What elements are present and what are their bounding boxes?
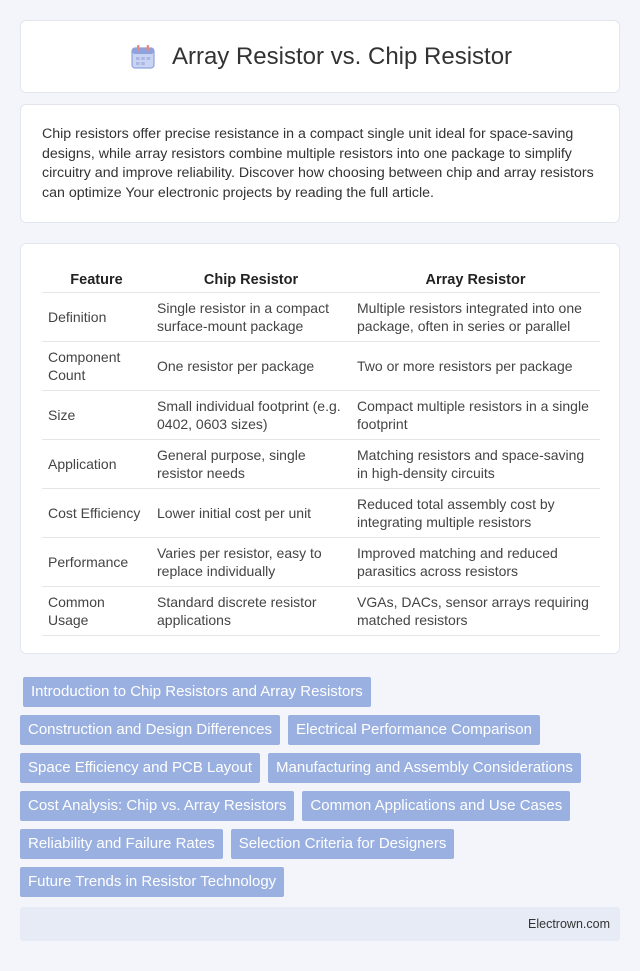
page-title: Array Resistor vs. Chip Resistor	[171, 42, 513, 70]
intro-text: Chip resistors offer precise resistance in a compact single unit ideal for space-saving designs, while array resistors combine multiple resistors into one package to simplify circuitry and improve reliability. Discover how choosing between chip and array resistors can optimize Your electronic projects by reading the full article.	[42, 126, 594, 201]
table-row	[42, 488, 600, 537]
row-feature: Application	[42, 439, 151, 488]
row-chip-value: Varies per resistor, easy to replace individually	[151, 537, 351, 586]
row-array-value: Compact multiple resistors in a single footprint	[351, 390, 600, 439]
tag-link[interactable]: Selection Criteria for Designers	[231, 829, 455, 859]
table-row	[42, 390, 600, 439]
table-row	[42, 537, 600, 586]
table-row	[42, 439, 600, 488]
header-array-resistor: Array Resistor	[351, 264, 600, 292]
header-chip-resistor: Chip Resistor	[151, 264, 351, 292]
row-array-value: Two or more resistors per package	[351, 341, 600, 390]
row-chip-value: Small individual footprint (e.g. 0402, 0603 sizes)	[151, 390, 351, 439]
tag-link[interactable]: Electrical Performance Comparison	[288, 715, 540, 745]
footer	[20, 907, 620, 941]
title-card	[20, 20, 620, 93]
tag-link[interactable]: Manufacturing and Assembly Considerations	[268, 753, 581, 783]
tag-link[interactable]: Introduction to Chip Resistors and Array Resistors	[23, 677, 371, 707]
row-array-value: Improved matching and reduced parasitics across resistors	[351, 537, 600, 586]
comparison-table-card	[20, 243, 620, 654]
row-feature: Common Usage	[42, 586, 151, 635]
row-chip-value: General purpose, single resistor needs	[151, 439, 351, 488]
row-array-value: VGAs, DACs, sensor arrays requiring matched resistors	[351, 586, 600, 635]
tag-link[interactable]: Reliability and Failure Rates	[20, 829, 223, 859]
table-row	[42, 341, 600, 390]
row-feature: Performance	[42, 537, 151, 586]
table-row	[42, 292, 600, 341]
row-feature: Cost Efficiency	[42, 488, 151, 537]
tag-link[interactable]: Future Trends in Resistor Technology	[20, 867, 284, 897]
row-chip-value: Standard discrete resistor applications	[151, 586, 351, 635]
title-row	[128, 42, 512, 72]
intro-card	[20, 104, 620, 223]
row-chip-value: Lower initial cost per unit	[151, 488, 351, 537]
comparison-table	[42, 264, 600, 636]
topic-tags	[20, 677, 620, 897]
row-feature: Definition	[42, 292, 151, 341]
tag-link[interactable]: Construction and Design Differences	[20, 715, 280, 745]
table-row	[42, 586, 600, 635]
row-array-value: Matching resistors and space-saving in high-density circuits	[351, 439, 600, 488]
tag-link[interactable]: Cost Analysis: Chip vs. Array Resistors	[20, 791, 294, 821]
row-feature: Component Count	[42, 341, 151, 390]
footer-site-name: Electrown.com	[528, 917, 610, 931]
row-chip-value: Single resistor in a compact surface-mount package	[151, 292, 351, 341]
calendar-icon	[128, 42, 158, 72]
tag-link[interactable]: Space Efficiency and PCB Layout	[20, 753, 260, 783]
table-header-row	[42, 264, 600, 292]
header-feature: Feature	[42, 264, 151, 292]
row-feature: Size	[42, 390, 151, 439]
row-array-value: Multiple resistors integrated into one package, often in series or parallel	[351, 292, 600, 341]
row-array-value: Reduced total assembly cost by integrating multiple resistors	[351, 488, 600, 537]
row-chip-value: One resistor per package	[151, 341, 351, 390]
tag-link[interactable]: Common Applications and Use Cases	[302, 791, 570, 821]
